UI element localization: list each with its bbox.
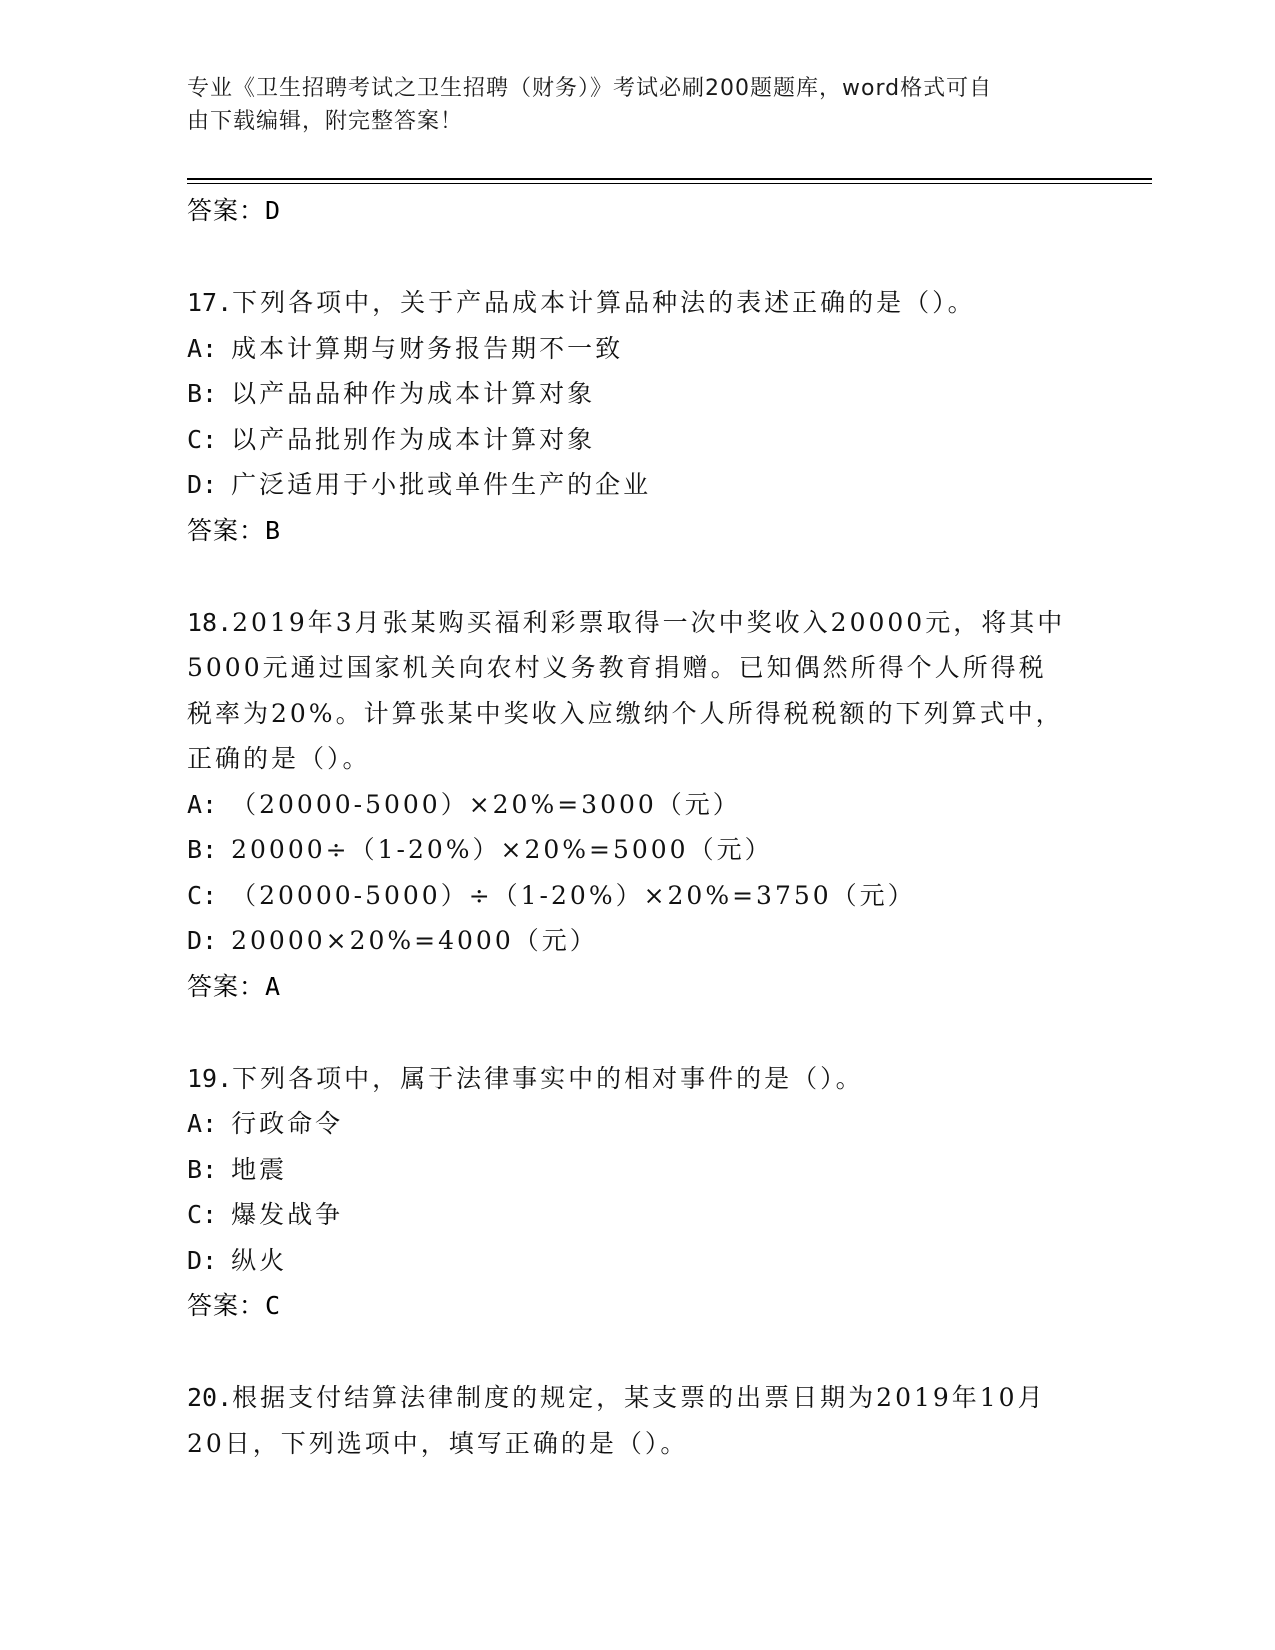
option-a — [187, 1101, 1087, 1147]
option-d — [187, 918, 1087, 964]
question-18 — [187, 600, 1087, 1010]
header-line-2: 由下载编辑，附完整答案！ — [187, 109, 464, 134]
option-text: 成本计算期与财务报告期不一致 — [231, 333, 624, 363]
option-text: 行政命令 — [231, 1109, 344, 1138]
option-b — [187, 1147, 1087, 1193]
question-number: 20. — [187, 1383, 233, 1412]
option-text: 以产品品种作为成本计算对象 — [231, 379, 596, 408]
question-20 — [187, 1375, 1087, 1466]
question-text-line-1: 2019年3月张某购买福利彩票取得一次中奖收入20000元，将其中 — [232, 607, 1066, 637]
option-text: 以产品批别作为成本计算对象 — [231, 424, 596, 454]
question-17 — [187, 280, 1087, 554]
answer-19 — [187, 1283, 1087, 1329]
header-divider-thick — [187, 178, 1152, 180]
option-letter: D: — [187, 926, 218, 955]
spacer — [187, 554, 1087, 600]
option-letter: C: — [187, 424, 218, 454]
answer-17 — [187, 508, 1087, 554]
option-a — [187, 782, 1087, 828]
question-text: 下列各项中，属于法律事实中的相对事件的是（）。 — [232, 1063, 864, 1093]
option-letter: A: — [187, 1109, 218, 1138]
option-text: 纵火 — [231, 1245, 288, 1275]
answer-prev — [187, 188, 1087, 234]
question-stem — [187, 280, 1087, 326]
header-line-1: 专业《卫生招聘考试之卫生招聘（财务）》考试必刷200题题库，word格式可自 — [187, 76, 993, 101]
option-text: （20000-5000）×20%=3000（元） — [231, 789, 741, 819]
spacer — [187, 1010, 1087, 1056]
question-19 — [187, 1056, 1087, 1330]
answer-value: C — [265, 1291, 282, 1320]
option-letter: B: — [187, 1154, 218, 1184]
question-list — [187, 188, 1087, 1466]
option-text: 20000×20%=4000（元） — [231, 926, 598, 955]
question-number: 18. — [187, 607, 233, 637]
question-text-line-1: 根据支付结算法律制度的规定，某支票的出票日期为2019年10月 — [232, 1383, 1046, 1412]
option-text: （20000-5000）÷（1-20%）×20%=3750（元） — [231, 880, 916, 910]
question-stem — [187, 600, 1087, 782]
option-b — [187, 371, 1087, 417]
answer-label: 答案： — [187, 515, 266, 545]
option-text: 地震 — [231, 1154, 288, 1184]
option-a — [187, 326, 1087, 372]
answer-label: 答案： — [187, 196, 266, 225]
question-text-line-4: 正确的是（）。 — [187, 744, 371, 773]
question-stem — [187, 1056, 1087, 1102]
question-number: 17. — [187, 288, 233, 317]
option-text: 爆发战争 — [231, 1200, 344, 1229]
spacer — [187, 1329, 1087, 1375]
option-letter: B: — [187, 379, 218, 408]
answer-value: A — [265, 971, 282, 1001]
option-d — [187, 462, 1087, 508]
answer-label: 答案： — [187, 971, 266, 1001]
answer-18 — [187, 964, 1087, 1010]
header-divider-thin — [187, 183, 1152, 184]
question-text-line-2: 20日，下列选项中，填写正确的是（）。 — [187, 1428, 689, 1458]
option-text: 广泛适用于小批或单件生产的企业 — [231, 470, 652, 499]
option-letter: D: — [187, 1245, 218, 1275]
option-letter: C: — [187, 1200, 218, 1229]
question-text: 下列各项中，关于产品成本计算品种法的表述正确的是（）。 — [232, 288, 976, 317]
option-letter: D: — [187, 470, 218, 499]
option-text: 20000÷（1-20%）×20%=5000（元） — [231, 835, 773, 864]
option-c — [187, 417, 1087, 463]
answer-value: B — [265, 515, 282, 545]
answer-value: D — [265, 196, 282, 225]
option-b — [187, 827, 1087, 873]
option-letter: A: — [187, 333, 218, 363]
option-d — [187, 1238, 1087, 1284]
question-text-line-2: 5000元通过国家机关向农村义务教育捐赠。已知偶然所得个人所得税 — [187, 653, 1047, 682]
option-letter: B: — [187, 835, 218, 864]
question-stem — [187, 1375, 1087, 1466]
option-letter: A: — [187, 789, 218, 819]
option-letter: C: — [187, 880, 218, 910]
answer-label: 答案： — [187, 1291, 266, 1320]
document-header — [187, 72, 1067, 138]
spacer — [187, 234, 1087, 280]
question-number: 19. — [187, 1063, 233, 1093]
option-c — [187, 873, 1087, 919]
option-c — [187, 1192, 1087, 1238]
question-text-line-3: 税率为20%。计算张某中奖收入应缴纳个人所得税税额的下列算式中， — [187, 698, 1064, 728]
